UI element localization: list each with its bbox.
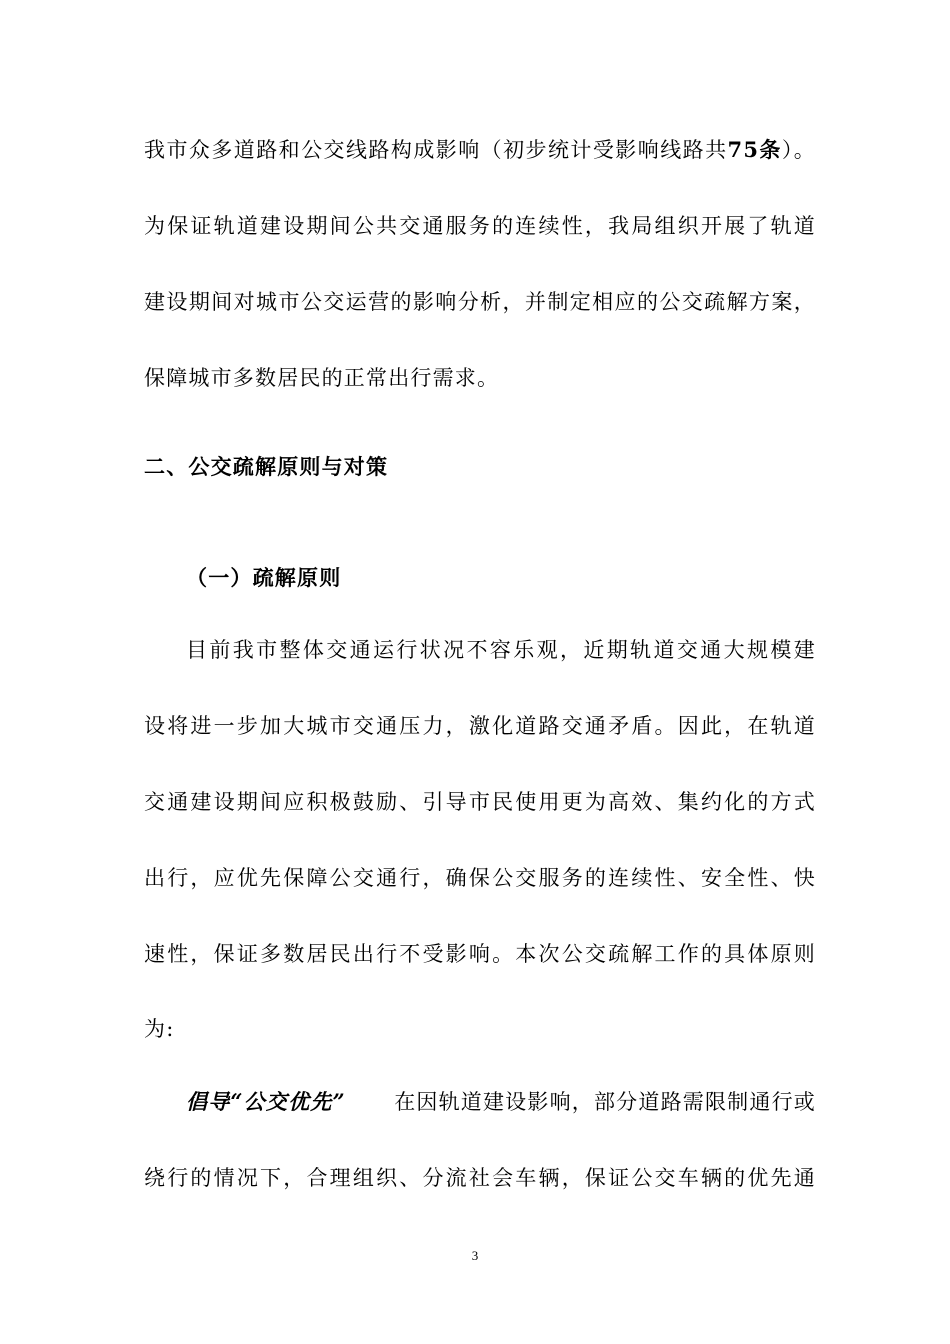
principle-line-2: 绕行的情况下，合理组织、分流社会车辆，保证公交车辆的优先通 xyxy=(144,1166,816,1190)
paragraph-2-line-3: 交通建设期间应积极鼓励、引导市民使用更为高效、集约化的方式 xyxy=(144,790,816,814)
principle-text: 在因轨道建设影响，部分道路需限制通行或 xyxy=(394,1090,816,1114)
principle-title: 倡导“公交优先” xyxy=(186,1089,346,1114)
paragraph-2-line-6: 为: xyxy=(144,1017,175,1041)
line-text-suffix: ）。 xyxy=(781,138,816,162)
page-number: 3 xyxy=(471,1248,479,1263)
paragraph-2-line-1: 目前我市整体交通运行状况不容乐观，近期轨道交通大规模建 xyxy=(186,638,816,662)
paragraph-2-line-4: 出行，应优先保障公交通行，确保公交服务的连续性、安全性、快 xyxy=(144,866,816,890)
line-text: 我市众多道路和公交线路构成影响（初步统计受影响线路共 xyxy=(144,138,728,162)
affected-routes-count: 75 xyxy=(727,137,760,162)
paragraph-2-line-5: 速性，保证多数居民出行不受影响。本次公交疏解工作的具体原则 xyxy=(144,942,816,966)
affected-routes-unit: 条 xyxy=(759,137,782,162)
paragraph-1-line-4: 保障城市多数居民的正常出行需求。 xyxy=(144,366,500,390)
principle-line-1 xyxy=(186,1087,816,1117)
section-heading: 二、公交疏解原则与对策 xyxy=(144,454,389,479)
subsection-heading: （一）疏解原则 xyxy=(186,565,342,590)
paragraph-2-line-2: 设将进一步加大城市交通压力，激化道路交通矛盾。因此，在轨道 xyxy=(144,714,816,738)
paragraph-1-line-1 xyxy=(144,135,816,165)
paragraph-1-line-2: 为保证轨道建设期间公共交通服务的连续性，我局组织开展了轨道 xyxy=(144,214,816,238)
paragraph-1-line-3: 建设期间对城市公交运营的影响分析，并制定相应的公交疏解方案， xyxy=(144,290,816,314)
